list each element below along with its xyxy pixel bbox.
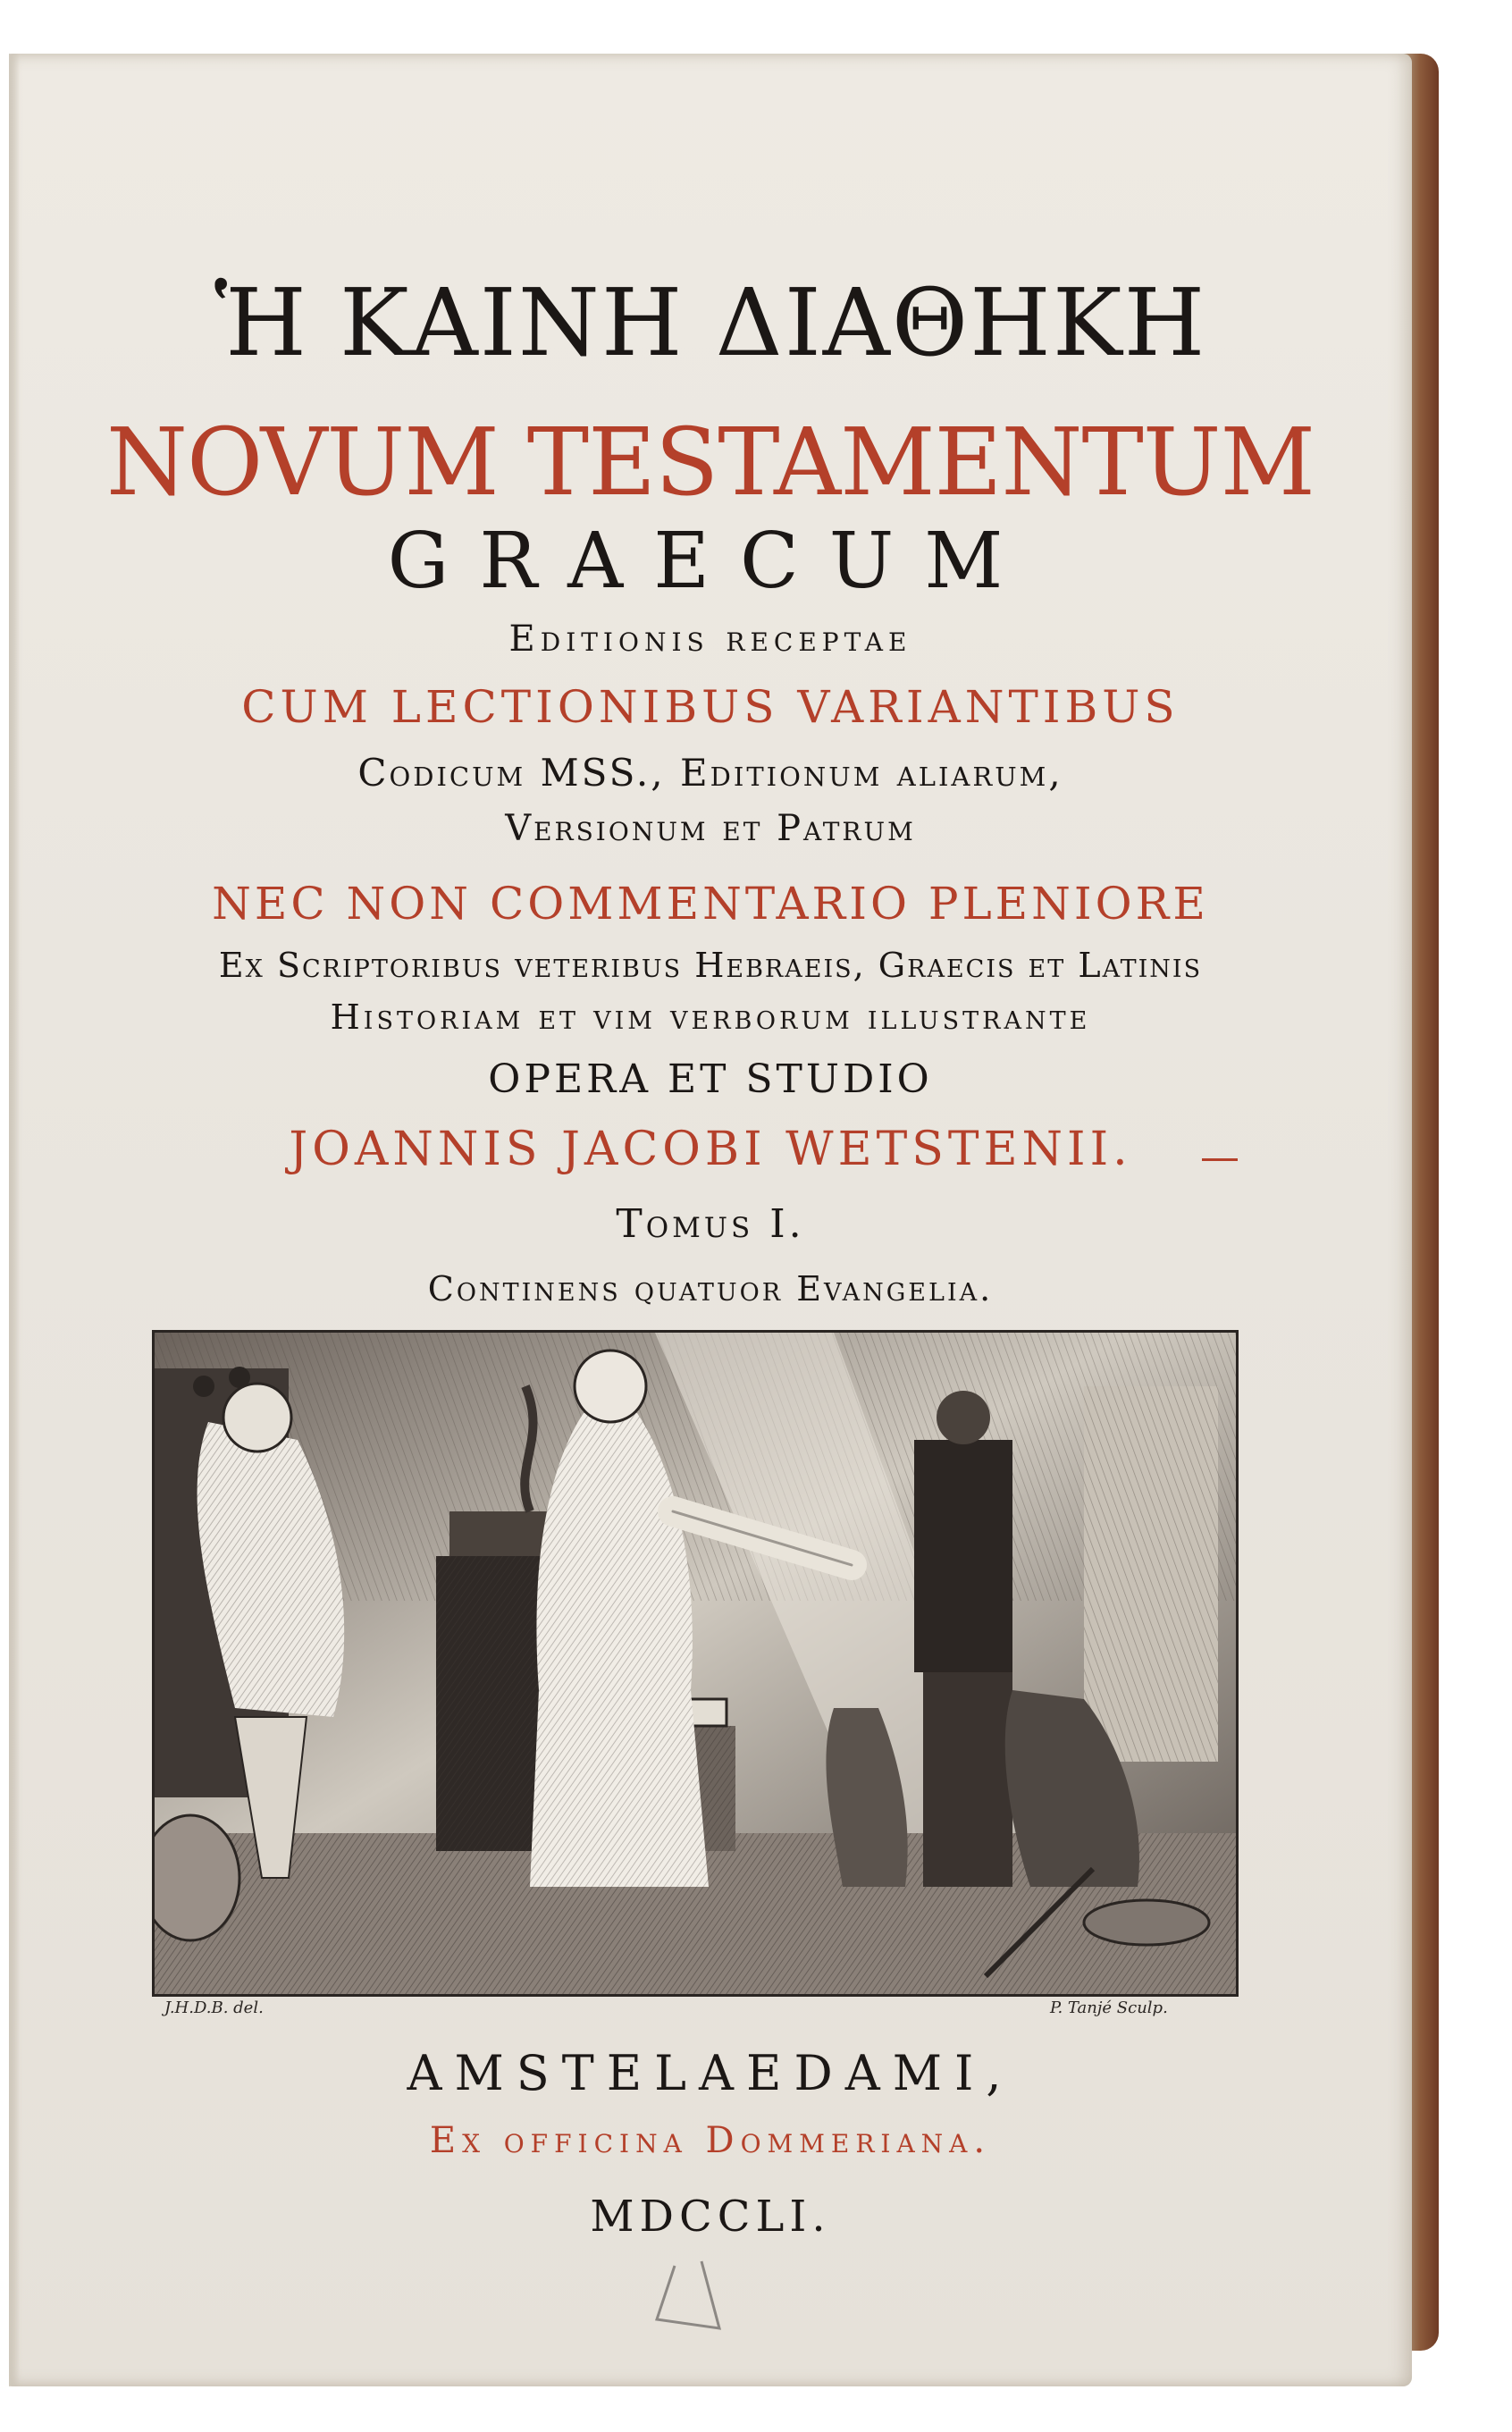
codicum-line: Codicum MSS., Editionum aliarum, [357, 751, 1063, 795]
imprint-place: AMSTELAEDAMI, [407, 2045, 1014, 2101]
imprint-officina: Ex officina Dommeriana. [429, 2120, 992, 2161]
scriptoribus-line: Ex Scriptoribus veteribus Hebraeis, Graecis et Latinis [218, 946, 1203, 985]
engraving-credit-engraver: P. Tanjé Sculp. [1050, 1999, 1168, 2017]
engraving-credit-designer: J.H.D.B. del. [164, 1999, 264, 2017]
title-page [9, 54, 1412, 2386]
versionum-line: Versionum et Patrum [505, 808, 916, 849]
commentario-line: NEC NON COMMENTARIO PLENIORE [212, 878, 1209, 930]
pencil-mark [648, 2257, 728, 2337]
opera-line: OPERA ET STUDIO [488, 1056, 933, 1102]
author-line: JOANNIS JACOBI WETSTENII. [289, 1123, 1132, 1176]
greek-title: Ἡ ΚΑΙΝΗ ΔΙΑΘΗΚΗ [214, 268, 1207, 377]
engraving-illustration [155, 1333, 1236, 1994]
engraving-vignette [152, 1330, 1239, 1997]
lectionibus-line: CUM LECTIONIBUS VARIANTIBUS [241, 681, 1180, 733]
latin-title: NOVUM TESTAMENTUM [106, 408, 1315, 517]
continens-line: Continens quatuor Evangelia. [427, 1269, 994, 1309]
imprint-year: MDCCLI. [590, 2192, 831, 2242]
graecum-title: GRAECUM [387, 517, 1034, 606]
tomus-line: Tomus I. [616, 1201, 805, 1247]
editionis-line: Editionis receptae [508, 619, 912, 660]
red-dash [1202, 1158, 1238, 1161]
historiam-line: Historiam et vim verborum illustrante [330, 997, 1091, 1037]
